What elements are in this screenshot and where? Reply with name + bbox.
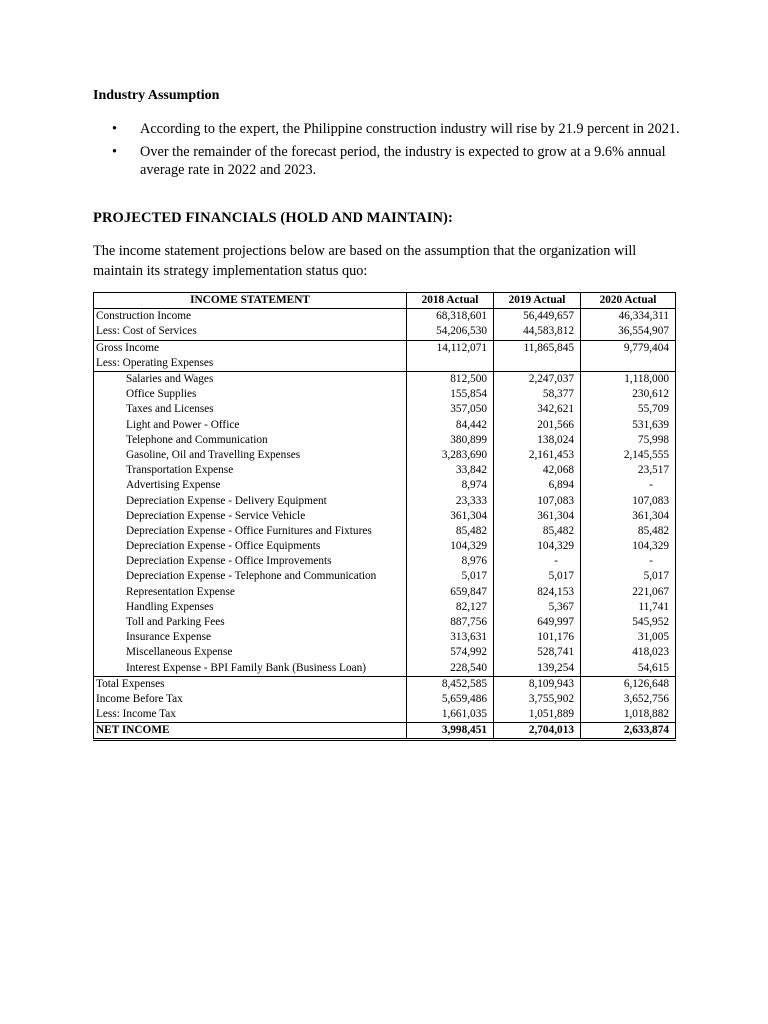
cell-value: 8,452,585 bbox=[407, 676, 494, 692]
cell-value: 2,704,013 bbox=[494, 723, 581, 740]
bullet-item bbox=[112, 120, 702, 139]
cell-value: 11,865,845 bbox=[494, 340, 581, 356]
row-label: Transportation Expense bbox=[94, 463, 407, 478]
row-label: Toll and Parking Fees bbox=[94, 615, 407, 630]
table-row bbox=[94, 585, 676, 600]
cell-value bbox=[407, 356, 494, 372]
cell-value: 44,583,812 bbox=[494, 324, 581, 340]
cell-value: 1,018,882 bbox=[581, 707, 676, 723]
cell-value: 201,566 bbox=[494, 418, 581, 433]
column-header: 2020 Actual bbox=[581, 293, 676, 309]
row-label: Construction Income bbox=[94, 309, 407, 325]
table-row bbox=[94, 418, 676, 433]
cell-value: 418,023 bbox=[581, 645, 676, 660]
row-label: Miscellaneous Expense bbox=[94, 645, 407, 660]
cell-value: 5,017 bbox=[407, 569, 494, 584]
net-income-row bbox=[94, 723, 676, 740]
cell-value: 31,005 bbox=[581, 630, 676, 645]
cell-value: 54,615 bbox=[581, 661, 676, 677]
bullet-icon: • bbox=[112, 143, 118, 160]
table-row bbox=[94, 615, 676, 630]
cell-value: 84,442 bbox=[407, 418, 494, 433]
income-statement-table bbox=[93, 292, 676, 741]
cell-value: 104,329 bbox=[581, 539, 676, 554]
row-label: Salaries and Wages bbox=[94, 371, 407, 387]
cell-value: 101,176 bbox=[494, 630, 581, 645]
table-row bbox=[94, 539, 676, 554]
cell-value: 5,017 bbox=[581, 569, 676, 584]
column-header: 2019 Actual bbox=[494, 293, 581, 309]
cell-value: 528,741 bbox=[494, 645, 581, 660]
cell-value: 342,621 bbox=[494, 402, 581, 417]
table-row bbox=[94, 356, 676, 372]
bullet-icon: • bbox=[112, 121, 118, 137]
cell-value: 887,756 bbox=[407, 615, 494, 630]
table-header-row bbox=[94, 293, 676, 309]
row-label: Telephone and Communication bbox=[94, 433, 407, 448]
cell-value: 23,517 bbox=[581, 463, 676, 478]
bullet-text: Over the remainder of the forecast period, the industry is expected to grow at a 9.6% annual average rate in 2022 and 2023. bbox=[140, 143, 666, 178]
table-row bbox=[94, 692, 676, 707]
table-row bbox=[94, 524, 676, 539]
cell-value: 6,126,648 bbox=[581, 676, 676, 692]
intro-paragraph: The income statement projections below are based on the assumption that the organization will maintain its strategy implementation status quo: bbox=[93, 243, 637, 279]
table-row bbox=[94, 707, 676, 723]
cell-value bbox=[494, 356, 581, 372]
table-row bbox=[94, 387, 676, 402]
cell-value: 2,161,453 bbox=[494, 448, 581, 463]
cell-value: 3,755,902 bbox=[494, 692, 581, 707]
cell-value: 824,153 bbox=[494, 585, 581, 600]
cell-value: 228,540 bbox=[407, 661, 494, 677]
table-row bbox=[94, 309, 676, 325]
cell-value: 85,482 bbox=[494, 524, 581, 539]
cell-value: 221,067 bbox=[581, 585, 676, 600]
cell-value: 8,974 bbox=[407, 478, 494, 493]
table-row bbox=[94, 340, 676, 356]
row-label: Less: Income Tax bbox=[94, 707, 407, 723]
cell-value bbox=[581, 356, 676, 372]
cell-value: 2,145,555 bbox=[581, 448, 676, 463]
assumption-bullets bbox=[112, 120, 702, 184]
cell-value: 33,842 bbox=[407, 463, 494, 478]
row-label: Gasoline, Oil and Travelling Expenses bbox=[94, 448, 407, 463]
cell-value: 23,333 bbox=[407, 493, 494, 508]
table-row bbox=[94, 463, 676, 478]
table-row bbox=[94, 509, 676, 524]
cell-value: 8,976 bbox=[407, 554, 494, 569]
cell-value: 1,051,889 bbox=[494, 707, 581, 723]
column-header: INCOME STATEMENT bbox=[94, 293, 407, 309]
cell-value: 361,304 bbox=[494, 509, 581, 524]
table-row bbox=[94, 554, 676, 569]
row-label: Depreciation Expense - Office Improvements bbox=[94, 554, 407, 569]
cell-value: 3,998,451 bbox=[407, 723, 494, 740]
cell-value: 659,847 bbox=[407, 585, 494, 600]
cell-value: 85,482 bbox=[407, 524, 494, 539]
table-row bbox=[94, 630, 676, 645]
row-label: Advertising Expense bbox=[94, 478, 407, 493]
column-header: 2018 Actual bbox=[407, 293, 494, 309]
cell-value: 5,367 bbox=[494, 600, 581, 615]
cell-value: - bbox=[581, 554, 676, 569]
industry-assumption-heading: Industry Assumption bbox=[93, 88, 220, 103]
cell-value: 55,709 bbox=[581, 402, 676, 417]
cell-value: 54,206,530 bbox=[407, 324, 494, 340]
cell-value: 8,109,943 bbox=[494, 676, 581, 692]
cell-value: 42,068 bbox=[494, 463, 581, 478]
row-label: Depreciation Expense - Telephone and Communication bbox=[94, 569, 407, 584]
cell-value: 9,779,404 bbox=[581, 340, 676, 356]
table-row bbox=[94, 569, 676, 584]
cell-value: - bbox=[581, 478, 676, 493]
projected-financials-heading: PROJECTED FINANCIALS (HOLD AND MAINTAIN): bbox=[93, 210, 453, 226]
cell-value: 1,118,000 bbox=[581, 371, 676, 387]
row-label: Handling Expenses bbox=[94, 600, 407, 615]
table-row bbox=[94, 661, 676, 677]
cell-value: 812,500 bbox=[407, 371, 494, 387]
row-label: Interest Expense - BPI Family Bank (Business Loan) bbox=[94, 661, 407, 677]
row-label: Less: Cost of Services bbox=[94, 324, 407, 340]
cell-value: 6,894 bbox=[494, 478, 581, 493]
cell-value: 2,247,037 bbox=[494, 371, 581, 387]
cell-value: 104,329 bbox=[494, 539, 581, 554]
row-label: Depreciation Expense - Delivery Equipment bbox=[94, 493, 407, 508]
cell-value: 11,741 bbox=[581, 600, 676, 615]
cell-value: 46,334,311 bbox=[581, 309, 676, 325]
cell-value: 313,631 bbox=[407, 630, 494, 645]
table-row bbox=[94, 448, 676, 463]
cell-value: 139,254 bbox=[494, 661, 581, 677]
cell-value: 155,854 bbox=[407, 387, 494, 402]
cell-value: 380,899 bbox=[407, 433, 494, 448]
row-label: Light and Power - Office bbox=[94, 418, 407, 433]
row-label: Depreciation Expense - Office Furnitures and Fixtures bbox=[94, 524, 407, 539]
cell-value: 1,661,035 bbox=[407, 707, 494, 723]
table-row bbox=[94, 478, 676, 493]
table-row bbox=[94, 676, 676, 692]
cell-value: 3,652,756 bbox=[581, 692, 676, 707]
table-row bbox=[94, 600, 676, 615]
table-row bbox=[94, 371, 676, 387]
row-label: Representation Expense bbox=[94, 585, 407, 600]
cell-value: 574,992 bbox=[407, 645, 494, 660]
cell-value: 230,612 bbox=[581, 387, 676, 402]
cell-value: - bbox=[494, 554, 581, 569]
cell-value: 82,127 bbox=[407, 600, 494, 615]
cell-value: 357,050 bbox=[407, 402, 494, 417]
row-label: Total Expenses bbox=[94, 676, 407, 692]
cell-value: 2,633,874 bbox=[581, 723, 676, 740]
cell-value: 68,318,601 bbox=[407, 309, 494, 325]
cell-value: 104,329 bbox=[407, 539, 494, 554]
cell-value: 107,083 bbox=[581, 493, 676, 508]
cell-value: 545,952 bbox=[581, 615, 676, 630]
cell-value: 138,024 bbox=[494, 433, 581, 448]
bullet-item bbox=[112, 143, 702, 180]
cell-value: 14,112,071 bbox=[407, 340, 494, 356]
table-row bbox=[94, 645, 676, 660]
bullet-text: According to the expert, the Philippine construction industry will rise by 21.9 percent in 2021. bbox=[140, 121, 680, 137]
cell-value: 531,639 bbox=[581, 418, 676, 433]
row-label: NET INCOME bbox=[94, 723, 407, 740]
cell-value: 58,377 bbox=[494, 387, 581, 402]
cell-value: 107,083 bbox=[494, 493, 581, 508]
row-label: Depreciation Expense - Office Equipments bbox=[94, 539, 407, 554]
table-row bbox=[94, 402, 676, 417]
cell-value: 361,304 bbox=[407, 509, 494, 524]
row-label: Taxes and Licenses bbox=[94, 402, 407, 417]
cell-value: 649,997 bbox=[494, 615, 581, 630]
table-row bbox=[94, 324, 676, 340]
cell-value: 85,482 bbox=[581, 524, 676, 539]
cell-value: 361,304 bbox=[581, 509, 676, 524]
cell-value: 5,659,486 bbox=[407, 692, 494, 707]
row-label: Gross Income bbox=[94, 340, 407, 356]
table-body bbox=[94, 309, 676, 740]
row-label: Insurance Expense bbox=[94, 630, 407, 645]
row-label: Income Before Tax bbox=[94, 692, 407, 707]
row-label: Office Supplies bbox=[94, 387, 407, 402]
cell-value: 56,449,657 bbox=[494, 309, 581, 325]
cell-value: 5,017 bbox=[494, 569, 581, 584]
table-row bbox=[94, 433, 676, 448]
row-label: Depreciation Expense - Service Vehicle bbox=[94, 509, 407, 524]
row-label: Less: Operating Expenses bbox=[94, 356, 407, 372]
cell-value: 36,554,907 bbox=[581, 324, 676, 340]
cell-value: 75,998 bbox=[581, 433, 676, 448]
table-row bbox=[94, 493, 676, 508]
cell-value: 3,283,690 bbox=[407, 448, 494, 463]
